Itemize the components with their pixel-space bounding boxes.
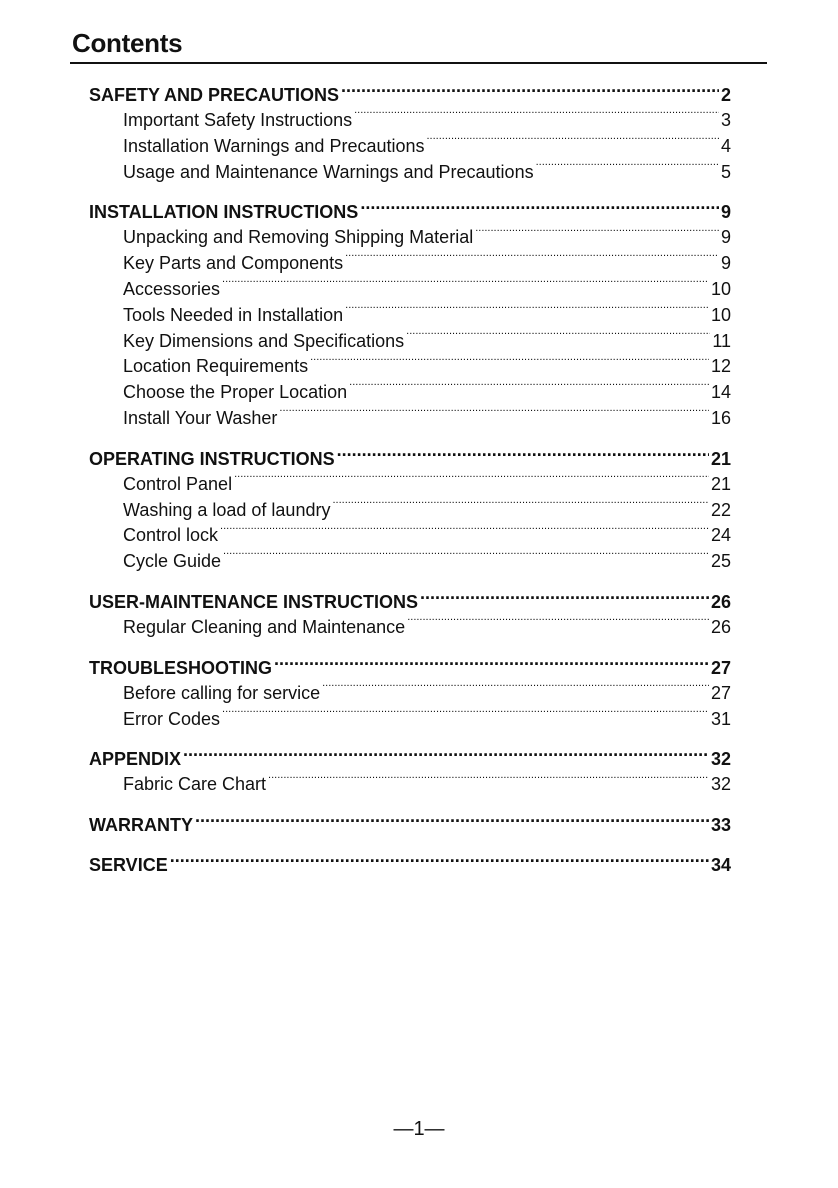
- dot-leader: [195, 813, 709, 831]
- dot-leader: [406, 329, 710, 347]
- toc-entry-label: Washing a load of laundry: [123, 499, 331, 520]
- toc-entry[interactable]: [89, 160, 731, 186]
- dot-leader: [223, 549, 709, 567]
- toc-entry[interactable]: [89, 681, 731, 707]
- toc-entry-label: Choose the Proper Location: [123, 382, 348, 403]
- toc-entry-page-number: 25: [710, 551, 731, 572]
- toc-entry[interactable]: [89, 277, 731, 303]
- dot-leader: [170, 853, 709, 871]
- toc-entry[interactable]: [89, 251, 731, 277]
- page-number: —1—: [393, 1118, 445, 1140]
- dot-leader: [274, 656, 709, 674]
- toc-section-heading-page-number: 34: [710, 855, 731, 876]
- toc-entry-page-number: 22: [710, 499, 731, 520]
- toc-section-heading-label: OPERATING INSTRUCTIONS: [89, 448, 335, 469]
- toc-entry-page-number: 27: [710, 682, 731, 703]
- toc-entry-label: Key Parts and Components: [123, 253, 344, 274]
- toc-section: [89, 199, 731, 431]
- toc-entry-page-number: 26: [710, 616, 731, 637]
- toc-entry-label: Location Requirements: [123, 356, 309, 377]
- table-of-contents: [89, 82, 731, 878]
- dot-leader: [354, 108, 719, 126]
- toc-entry-label: Accessories: [123, 278, 221, 299]
- toc-entry-label: Unpacking and Removing Shipping Material: [123, 227, 474, 248]
- toc-section: [89, 82, 731, 185]
- toc-entry-label: Cycle Guide: [123, 551, 222, 572]
- toc-entry[interactable]: [89, 472, 731, 498]
- toc-section: [89, 446, 731, 575]
- dot-leader: [427, 134, 719, 152]
- dot-leader: [360, 200, 719, 218]
- toc-entry[interactable]: [89, 772, 731, 798]
- toc-section-heading-label: WARRANTY: [89, 815, 193, 836]
- toc-section: [89, 655, 731, 733]
- toc-entry[interactable]: [89, 615, 731, 641]
- toc-entry[interactable]: [89, 225, 731, 251]
- toc-entry-page-number: 24: [710, 525, 731, 546]
- toc-entry-label: Control Panel: [123, 473, 233, 494]
- toc-entry[interactable]: [89, 134, 731, 160]
- toc-entry-label: Regular Cleaning and Maintenance: [123, 616, 406, 637]
- toc-entry-page-number: 16: [710, 407, 731, 428]
- dot-leader: [536, 160, 719, 178]
- dot-leader: [341, 83, 719, 101]
- toc-section-heading[interactable]: [89, 199, 731, 225]
- toc-entry-page-number: 9: [720, 227, 731, 248]
- toc-section-heading-label: USER-MAINTENANCE INSTRUCTIONS: [89, 591, 419, 612]
- toc-section: [89, 746, 731, 798]
- toc-entry-page-number: 9: [720, 253, 731, 274]
- toc-entry-label: Control lock: [123, 525, 219, 546]
- dot-leader: [337, 447, 709, 465]
- toc-section-heading-label: APPENDIX: [89, 749, 182, 770]
- toc-entry-page-number: 10: [710, 278, 731, 299]
- toc-section-heading[interactable]: [89, 812, 731, 838]
- toc-entry[interactable]: [89, 108, 731, 134]
- dot-leader: [332, 498, 709, 516]
- dot-leader: [222, 707, 709, 725]
- page-title: Contents: [72, 28, 183, 58]
- toc-section-heading-page-number: 9: [720, 202, 731, 223]
- toc-section-heading[interactable]: [89, 746, 731, 772]
- toc-section-heading-page-number: 2: [720, 85, 731, 105]
- dot-leader: [234, 472, 709, 490]
- toc-entry-label: Key Dimensions and Specifications: [123, 330, 405, 351]
- toc-section-heading[interactable]: [89, 589, 731, 615]
- toc-section-heading-page-number: 33: [710, 815, 731, 836]
- toc-entry[interactable]: [89, 549, 731, 575]
- toc-section-heading-label: SAFETY AND PRECAUTIONS: [89, 85, 340, 105]
- dot-leader: [268, 772, 709, 790]
- dot-leader: [279, 406, 709, 424]
- toc-entry-page-number: 4: [720, 135, 731, 156]
- dot-leader: [220, 523, 709, 541]
- toc-entry-page-number: 31: [710, 708, 731, 729]
- toc-entry-label: Usage and Maintenance Warnings and Precautions: [123, 161, 534, 182]
- dot-leader: [183, 747, 709, 765]
- title-divider: [70, 62, 767, 64]
- toc-entry-page-number: 14: [710, 382, 731, 403]
- toc-entry[interactable]: [89, 303, 731, 329]
- toc-entry[interactable]: [89, 329, 731, 355]
- toc-entry-page-number: 11: [712, 330, 731, 351]
- toc-entry[interactable]: [89, 707, 731, 733]
- toc-section: [89, 589, 731, 641]
- toc-entry-page-number: 3: [720, 110, 731, 130]
- toc-section-heading-page-number: 26: [710, 591, 731, 612]
- toc-entry-page-number: 12: [710, 356, 731, 377]
- dot-leader: [475, 225, 719, 243]
- dot-leader: [407, 615, 709, 633]
- dot-leader: [310, 354, 709, 372]
- toc-section: [89, 852, 731, 878]
- toc-entry-label: Error Codes: [123, 708, 221, 729]
- toc-section: [89, 812, 731, 838]
- dot-leader: [345, 251, 719, 269]
- toc-entry[interactable]: [89, 498, 731, 524]
- toc-entry-page-number: 32: [710, 774, 731, 795]
- toc-entry[interactable]: [89, 406, 731, 432]
- dot-leader: [345, 303, 709, 321]
- toc-entry-label: Fabric Care Chart: [123, 774, 267, 795]
- toc-entry-label: Installation Warnings and Precautions: [123, 135, 425, 156]
- toc-entry-page-number: 21: [710, 473, 731, 494]
- dot-leader: [349, 380, 709, 398]
- toc-entry[interactable]: [89, 523, 731, 549]
- toc-entry-label: Important Safety Instructions: [123, 110, 353, 130]
- toc-section-heading-page-number: 21: [710, 448, 731, 469]
- dot-leader: [222, 277, 709, 295]
- toc-entry-label: Before calling for service: [123, 682, 321, 703]
- toc-section-heading-label: TROUBLESHOOTING: [89, 657, 272, 678]
- toc-section-heading-page-number: 27: [710, 657, 731, 678]
- toc-entry-label: Install Your Washer: [123, 407, 278, 428]
- toc-entry-label: Tools Needed in Installation: [123, 304, 344, 325]
- dot-leader: [322, 681, 709, 699]
- toc-entry[interactable]: [89, 380, 731, 406]
- toc-section-heading[interactable]: [89, 82, 731, 108]
- toc-section-heading[interactable]: [89, 446, 731, 472]
- toc-section-heading-page-number: 32: [710, 749, 731, 770]
- toc-section-heading-label: INSTALLATION INSTRUCTIONS: [89, 202, 359, 223]
- toc-entry-page-number: 10: [710, 304, 731, 325]
- toc-section-heading-label: SERVICE: [89, 855, 168, 876]
- toc-entry[interactable]: [89, 354, 731, 380]
- toc-entry-page-number: 5: [720, 161, 731, 182]
- dot-leader: [420, 590, 709, 608]
- toc-section-heading[interactable]: [89, 655, 731, 681]
- toc-section-heading[interactable]: [89, 852, 731, 878]
